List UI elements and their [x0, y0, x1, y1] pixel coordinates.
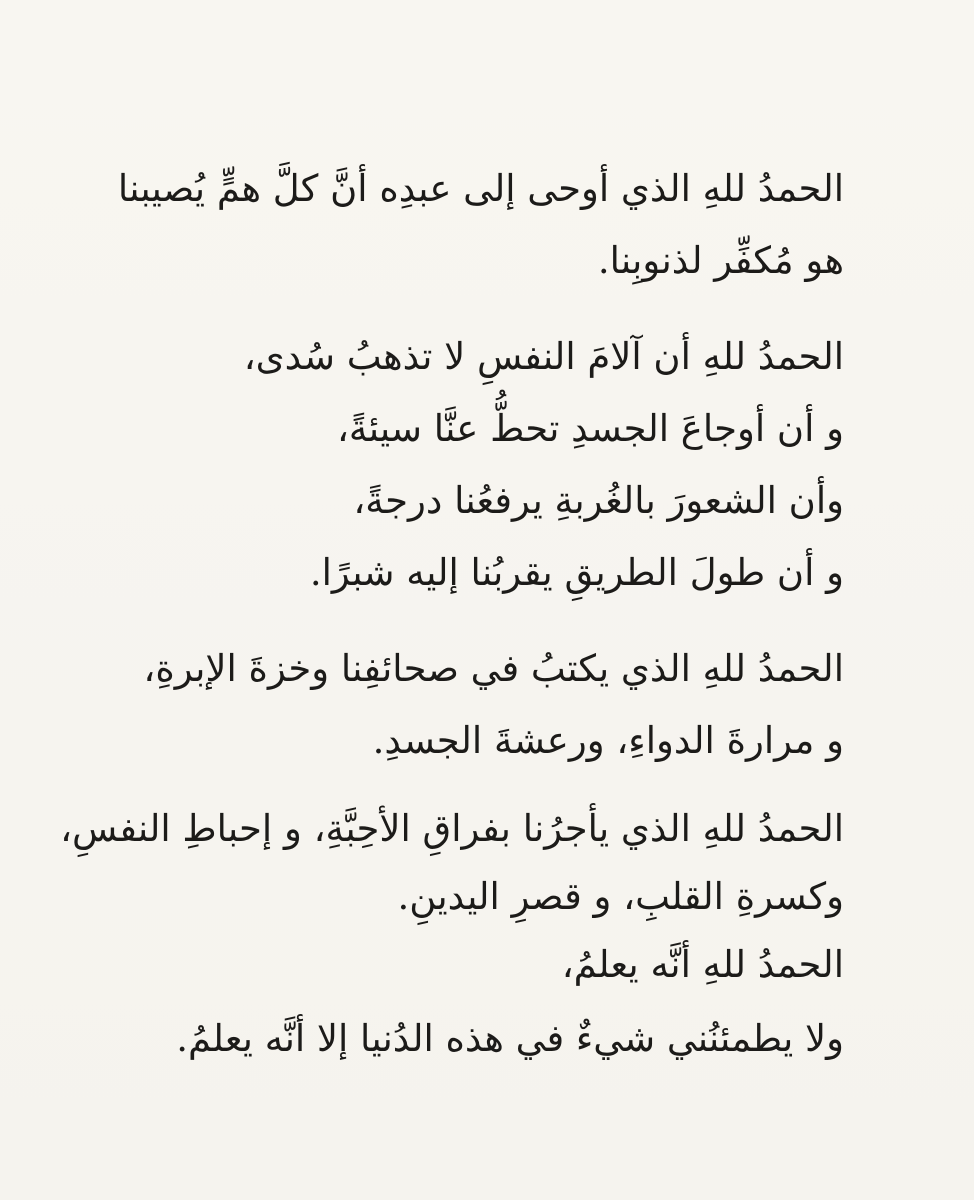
text-line: الحمدُ للهِ الذي أوحى إلى عبدِه أنَّ كلَّ همٍّ يُصيبنا: [117, 167, 844, 210]
text-line: وكسرةِ القلبِ، و قصرِ اليدينِ.: [397, 875, 844, 918]
text-line: الحمدُ للهِ أنَّه يعلمُ،: [561, 943, 844, 986]
text-line: و أن طولَ الطريقِ يقربُنا إليه شبرًا.: [309, 551, 844, 594]
text-line: ولا يطمئنُني شيءٌ في هذه الدُنيا إلا أنَّه يعلمُ.: [176, 1017, 844, 1060]
text-line: و أن أوجاعَ الجسدِ تحطُّ عنَّا سيئةً،: [336, 407, 844, 450]
text-line: الحمدُ للهِ الذي يأجرُنا بفراقِ الأحِبَّةِ، و إحباطِ النفسِ،: [60, 807, 844, 850]
text-line: الحمدُ للهِ أن آلامَ النفسِ لا تذهبُ سُدى،: [243, 335, 844, 378]
text-line: وأن الشعورَ بالغُربةِ يرفعُنا درجةً،: [353, 479, 844, 522]
text-line: و مرارةَ الدواءِ، ورعشةَ الجسدِ.: [372, 719, 844, 762]
text-line: الحمدُ للهِ الذي يكتبُ في صحائفِنا وخزةَ الإبرةِ،: [143, 647, 844, 690]
text-line: هو مُكفِّر لذنوبِنا.: [597, 239, 844, 282]
